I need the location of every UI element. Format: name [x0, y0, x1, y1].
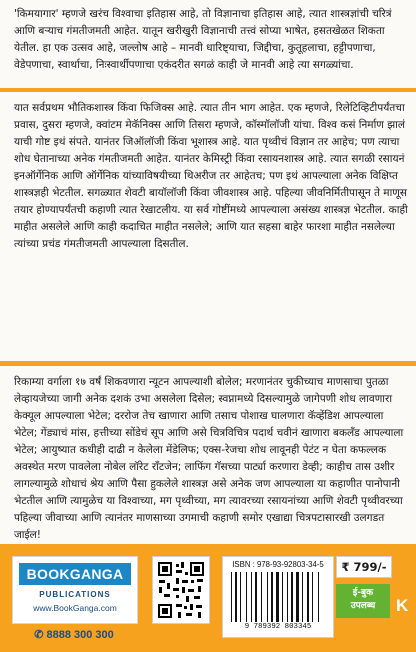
corner-mark: K: [396, 596, 409, 615]
publisher-phone: ✆ 8888 300 300: [34, 629, 114, 641]
publisher-logo-text: BOOKGANGA: [19, 563, 131, 585]
synopsis-panel-1: [0, 0, 416, 88]
publisher-website: www.BookGanga.com: [33, 603, 117, 613]
ebook-available-badge: [336, 584, 390, 618]
qr-code: [152, 556, 210, 624]
barcode-icon: [229, 572, 327, 622]
barcode-panel: [222, 556, 334, 638]
ebook-available-label: उपलब्ध: [350, 601, 376, 611]
isbn-text: ISBN : 978-93-92803-34-5: [232, 560, 324, 569]
publisher-logo: [12, 556, 138, 624]
publisher-subtitle: PUBLICATIONS: [39, 590, 111, 599]
qr-code-icon: [156, 560, 206, 620]
price-tag: ₹ 799/-: [336, 556, 392, 578]
synopsis-paragraph-1: 'किमयागार' म्हणजे खरंच विश्वाचा इतिहास आहे, तो विज्ञानाचा इतिहास आहे, त्यात शास्त्रज्ञांची चरित्रं आणि बऱ्याच गंमतीजमती आहेत. यातून खरीखुरी विज्ञानाची तत्त्वं सोप्या भाषेत, हसतखेळत शिकता येतील. हा एक उत्सव आहे, जल्लोष आहे – मानवी धारिष्ट्याचा, जिद्दीचा, कुतूहलाचा, हट्टीपणाचा, वेडेपणाचा, स्वार्थाचा, निःस्वार्थीपणाचा एकंदरीत सगळं काही जे मानवी आहे त्या सगळ्यांचा.: [14, 8, 392, 71]
synopsis-paragraph-2: यात सर्वप्रथम भौतिकशास्त्र किंवा फिजिक्स आहे. त्यात तीन भाग आहेत. एक म्हणजे, रिलेटिव्हिटीपर्यंतचा प्रवास, दुसरा म्हणजे, क्वांटम मेकॅनिक्स आणि तिसरा म्हणजे, कॉस्मॉलॉजी यांचा. विश्व कसं निर्माण झालं याची गोष्ट इथं संपते. यानंतर जिऑलॉजी किंवा भूशास्त्र आहे. यात पृथ्वीचं विज्ञान तर आहेच; पण त्याचा शोध घेतानाच्या अनेक गंमतीजमती आहेत. यानंतर केमिस्ट्री किंवा रसायनशास्त्र आहे. त्यात सगळी रसायनं इनऑर्गेनिक आणि ऑर्गेनिक यांच्याविषयीच्या थिअरीज तर आहेतच; पण इथं आपल्याला अनेक विक्षिप्त शास्त्रज्ञही भेटतील. सगळ्यात शेवटी बायॉलॉजी किंवा जीवशास्त्र आहे. पहिल्या जीवनिर्मितीपासून ते माणूस तयार होण्यापर्यंतची कहाणी त्यात रेखाटलीय. या सर्व गोष्टींमध्ये आपल्याला असंख्य शास्त्रज्ञ भेटतील. काही माहीत असलेले आणि काही कदाचित माहीत नसलेले; आणि यात सहसा बाहेर फारशा माहीत नसलेल्या त्यांच्या प्रचंड गंमतीजमती आपल्याला दिसतील.: [14, 102, 408, 250]
synopsis-panel-2: [0, 92, 416, 361]
barcode-number: 9 789392 803345: [244, 623, 312, 631]
ebook-label: ई-बुक: [352, 588, 374, 598]
synopsis-paragraph-3: रिकाम्या वर्गाला १७ वर्षं शिकवणारा न्यूटन आपल्याशी बोलेल; मरणानंतर चुकीच्याच माणसाचा पुतळा लेव्हायजेच्या जागी अनेक दशकं उभा असलेला दिसेल; स्वप्नामध्ये दिसल्यामुळे जागेपणी शोध लावणारा केक्यूल आपल्याला भेटेल; दररोज तेच खाणारा आणि तसाच पोशाख घालणारा कॅव्हेंडिश आपल्याला भेटेल; गेंड्याचं मांस, हत्तीच्या सोंडेचं सूप आणि असे चित्रविचित्र पदार्थ चवीनं खाणारा बकलँड आपल्याला भेटेल; आयुष्यात कधीही दाढी न केलेला मेंडेलिफ; एक्स-रेजचा शोध लावूनही पेटंट न घेता कफल्लक अवस्थेत मरण पावलेला नोबेल लॉरेट रॉंटजेन; लाफिंग गॅसच्या पार्ट्या करणारा डेव्ही; काहीच तास उशीर लागल्यामुळे शोधाचं श्रेय आणि पैसा हुकलेले शास्त्रज्ञ असे अनेक जण आपल्याला या कहाणीत पानोपानी भेटतील आणि त्यामुळेच या विश्वाच्या, मग पृथ्वीच्या, मग त्यावरच्या रसायनांच्या आणि शेवटी पृथ्वीवरच्या पहिल्या जीवाच्या आणि त्यानंतर माणसाच्या उगमाची कहाणी समोर एखाद्या चित्रपटासारखी उलगडत जाईल!: [14, 376, 404, 541]
synopsis-panel-3: [0, 366, 416, 544]
